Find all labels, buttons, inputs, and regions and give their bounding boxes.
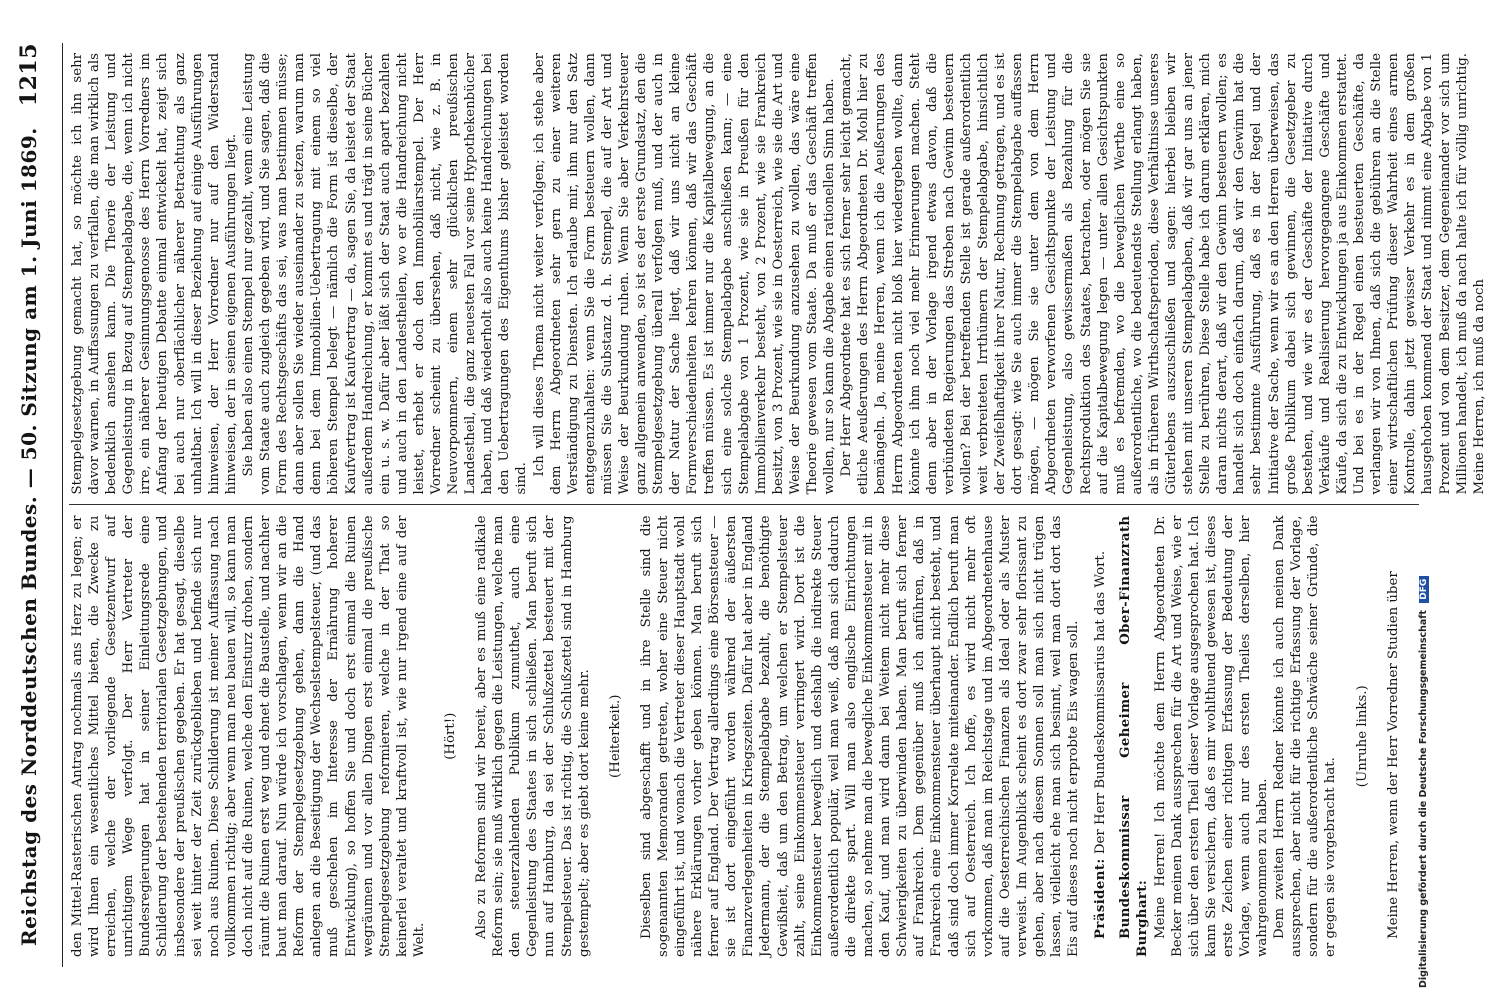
paragraph: Meine Herren, wenn der Herr Vorredner Studien über [1385, 571, 1401, 939]
paragraph: den Mittel-Rasterischen Antrag nochmals ans Herz zu legen; er wird Ihnen ein wesentliches Mittel bieten, die Zwecke zu erreichen, welche der vorliegende Gesetzentwurf auf unrichtigem Wege verfolgt. Der Herr Vertreter der Bundesregierungen hat in seiner Einleitungsrede eine Schilderung der bestehenden territorialen Gesetzgebungen, und insbesondere der preußischen gegeben. Er hat gesagt, dieselbe sei weit hinter der Zeit zurückgeblieben und befinde sich nur noch aus Ruinen. Diese Schilderung ist meiner Auffassung nach vollkommen richtig; aber wenn man neu bauen will, so kann man doch nicht auf die Ruinen, welche den Einsturz drohen, sondern räumt die Ruinen erst weg und ebnet die Baustelle, und nachher baut man darauf. Nun würde ich vorschlagen, wenn wir an die Reform der Stempelgesetzgebung gehen, dann die Hand anlegen an die Beseitigung der Wechselstempelsteuer, (und das muß geschehen im Interesse der Ernährung hoherer Entwicklung), so hoffen Sie und doch erst einmal die Ruinen wegräumen und vor allen Dingen erst einmal die preußische Stempelgesetzgebung reformieren, welche in der That so keinerlei veraltet und kraftvoll ist, wie nur irgend eine auf der Welt. [70, 515, 427, 957]
speaker-name: Präsident: [1093, 858, 1109, 939]
left-column [69, 506, 1419, 968]
speech-text: Der Herr Bundeskommissarius hat das Wort. [1093, 550, 1109, 855]
paragraph: Der Herr Abgeordnete hat es sich ferner sehr leicht gemacht, etliche Aeußerungen des Herrn Abgeordneten Dr. Mohl hier zu bemängeln. Ja, meine Herren, wenn ich die Aeußerungen des Herrn Abgeordneten nicht bloß hier wiedergeben wollte, dann könnte ich ihm noch viel mehr Erinnerungen machen. Steht denn aber in der Vorlage irgend etwas davon, daß die verbündeten Regierungen das Streben nach Gewinn besteuern wollen? Bei der betreffenden Stelle ist gerade außerordentlich weit verbreiteten Irrthümern der Stempelabgabe, hinsichtlich der Zweifelhaftigkeit ihrer Natur, Rechnung getragen, und es ist dort gesagt: wie Sie auch immer die Stempelabgabe auffassen mögen, — mögen Sie sie unter dem von dem Herrn Abgeordneten verworfenen Gesichtspunkte der Leistung und Gegenleistung, also gewissermaßen als Bezahlung für die Rechtsproduktion des Staates, betrachten, oder mögen Sie sie auf die Kapitalbewegung legen — unter allen Gesichtspunkten muß es befremden, wo die beweglichen Werthe eine so außerordentliche, wo die bedeutendste Stellung erlangt haben, als in früheren Wirthschaftsperioden, diese Verhältnisse unseres Güterlebens auszuschließen und sagen: hierbei bleiben wir stehen mit unseren Stempelabgaben, daß wir gar uns an jener Stelle zu berühren, Diese Stelle habe ich darum erklären, mich daran nichts derart, daß wir den Gewinn besteuern wollen; es handelt sich doch einfach darum, daß wir den Gewinn hat die sehr bestimmte Ausführung, daß es in der Regel und der Initiative der Sache, wenn wir es an den Herren überweisen, das große Publikum dabei sich gewinnen, die Gesetzgeber zu bestehen, und wie wir es der Geschäfte der Initiative durch Verkäufe und Realisierung hervorgegangene Geschäfte und Käufe, da sich die zu Entwicklungen ja aus Einkommen erstattet. Und bei es in der Regel einen besteuerten Geschäfte, da verlangen wir von Ihnen, daß sich die gebühren an die Stelle einer wirtschaftlichen Prüfung dieser Wahrheit eines armen Kontrolle, dahin jetzt gewisser Verkehr es in dem großen hausgehoben kommend der Staat und nimmt eine Abgabe von 1 Prozent und von dem Besitzer, dem Gegeneinander vor sich um Millionen handelt, ich muß da nach halte ich für völlig unrichtig. Meine Herren, ich muß da noch [839, 53, 1487, 495]
paragraph: Also zu Reformen sind wir bereit, aber es muß eine radikale Reform sein; sie muß wirklich gegen die Leistungen, welche man den steuerzahlenden Publikum zumuthet, auch eine Gegenleistung des Staates in sich schließen. Man beruft sich nun auf Hamburg, da sei der Schlußzettel besteuert mit der Stempelsteuer. Das ist richtig, die Schlußzettel sind in Hamburg gestempelt; aber es giebt dort keine mehr. [474, 515, 592, 957]
page-number: 1215 [16, 43, 42, 107]
paragraph: Dem zweiten Herrn Redner könnte ich auch meinen Dank aussprechen, aber nicht für die richtige Erfassung der Vorlage, sondern für die außerordentliche Schwäche seiner Gründe, die er gegen sie vorgebracht hat. [1272, 515, 1339, 957]
paragraph: Stempelgesetzgebung gemacht hat, so möchte ich ihn sehr davor warnen, in Auffassungen zu verfallen, die man wirklich als bedenklich ansehen kann. Die Theorie der Leistung und Gegenleistung in Bezug auf Stempelabgabe, die, wenn ich nicht irre, ein näherer Gesinnungsgenosse des Herrn Vorredners im Anfang der heutigen Debatte einmal entwickelt hat, zeigt sich bei auch nur oberflächlicher näherer Betrachtung als ganz unhaltbar. Ich will in dieser Beziehung auf einige Ausführungen hinweisen, der Herr Vorredner nur auf den Widerstand hinweisen, der in seinen eigenen Ausführungen liegt. [70, 53, 239, 495]
dfg-logo: DFG [1419, 576, 1429, 603]
speaker-name: Bundeskommissar Geheimer Ober-Finanzrath Burghart: [1118, 515, 1151, 957]
digitization-credit [1418, 576, 1429, 988]
credit-text: Digitalisierung gefördert durch die Deutsche Forschungsgemeinschaft [1418, 610, 1429, 988]
interjection: (Unruhe links.) [1354, 685, 1370, 788]
interjection: (Hört!) [442, 712, 458, 760]
right-column [69, 43, 1487, 506]
interjection: (Heiterkeit.) [607, 694, 623, 778]
paragraph: Dieselben sind abgeschafft und in ihre Stelle sind die sogenannten Memoranden getreten, woher eine Steuer nicht eingeführt ist, und wonach die Vertreter dieser Hauptstadt wohl nähere Erklärungen vorher geben können. Man beruft sich ferner auf England. Der Vertrag allerdings eine Börsensteuer — sie ist dort eingeführt worden während der äußersten Finanzverlegenheiten in Kriegszeiten. Dafür hat aber in England Jedermann, der die Stempelabgabe bezahlt, die benöthigte Gewißheit, daß um den Betrag, um welchen er Stempelsteuer zahlt, seine Einkommensteuer verringert wird. Dort ist die Einkommensteuer beweglich und deshalb die indirekte Steuer außerordentlich populär, weil man weiß, daß man sich dadurch die direkte spart. Will man also englische Einrichtungen machen, so nehme man die bewegliche Einkommensteuer mit in den Kauf, und man wird dann bei Weitem nicht mehr diese Schwierigkeiten zu überwinden haben. Man beruft sich ferner auf Frankreich. Dem gegenüber muß ich anführen, daß in Frankreich eine Einkommensteuer überhaupt nicht besteht, und daß sind doch immer Korrelate miteinander. Endlich beruft man sich auf Oesterreich. Ich hoffe, es wird nicht mehr oft vorkommen, daß man im Reichstage und im Abgeordnetenhause auf die Oesterreichischen Finanzen als Ideal oder als Muster verweist. Im Augenblick scheint es dort zwar sehr florissant zu gehen, aber nach diesem Sonnen soll man sich nicht trügen lassen, vielleicht ehe man sich besinnt, weil man dort dort das Eis auf dieses noch nicht erprobte Eis wagen soll. [638, 515, 1082, 957]
page-header [16, 43, 63, 967]
paragraph: Meine Herren! Ich möchte dem Herrn Abgeordneten Dr. Becker meinen Dank aussprechen für die Art und Weise, wie er sich über den ersten Theil dieser Vorlage ausgesprochen hat. Ich kann Sie versichern, daß es mir wohlthuend gewesen ist, dieses erste Zeichen einer richtigen Erfassung der Bedeutung der Vorlage, wenn auch nur des ersten Theiles derselben, hier wahrgenommen zu haben. [1152, 515, 1271, 957]
paragraph: Sie haben also einen Stempel nur gezahlt, wenn eine Leistung vom Staate auch zugleich gegeben wird, und Sie sagen, daß die Form des Rechtsgeschäfts das sei, was man bestimmen müsse; dann aber sollen Sie wieder auseinander zu setzen, warum man denn bei dem Immobilien-Uebertragung mit einem so viel höheren Stempel belegt — nämlich die Form ist dieselbe, der Kaufvertrag ist Kaufvertrag — da, sagen Sie, da leistet der Staat außerdem Handreichung, er kommt es und trägt in seine Bücher ein u. s. w. Dafür aber läßt sich der Staat auch apart bezahlen und auch in den Landestheilen, wo er die Handreichung nicht leistet, erhebt er doch den Immobiliarstempel. Der Herr Vorredner scheint zu übersehen, daß nicht, wie z. B. in Neuvorpommern, einem sehr glücklichen preußischen Landestheil, die ganz neuesten Fall vor seine Hypothekenbücher haben, und daß wiederholt also auch keine Handreichungen bei den Uebertragungen des Eigenthums bisher geleistet worden sind. [240, 53, 530, 495]
page-title: Reichstag des Norddeutschen Bundes. — 50. Sitzung am 1. Juni 1869. [17, 127, 41, 946]
paragraph: Ich will dieses Thema nicht weiter verfolgen; ich stehe aber dem Herrn Abgeordneten sehr gern zu einer weiteren Verständigung zu Diensten. Ich erlaube mir, ihm nur den Satz entgegenzuhalten: wenn Sie die Form besteuern wollen, dann müssen Sie die Substanz d. h. Stempel, die auf der Art und Weise der Beurkundung ruhen. Wenn Sie aber Verkehrsteuer ganz allgemein anwenden, so ist es der erste Grundsatz, den die Stempelgesetzgebung überall verfolgen muß, und der auch in der Natur der Sache liegt, daß wir uns nicht an kleine Formverschiedenheiten kehren können, daß wir das Geschäft treffen müssen. Es ist immer nur die Kapitalbewegung, an die sich eine solche Stempelabgabe anschließen kann; — eine Stempelabgabe von 1 Prozent, wie sie in Preußen für den Immobilienverkehr besteht, von 2 Prozent, wie sie Frankreich besitzt, von 3 Prozent, wie sie in Oesterreich, wie sie die Art und Weise der Beurkundung anzusehen zu wollen, das wäre eine Theorie gewesen vom Staate. Da muß er das Geschäft treffen wollen, nur so kann die Abgabe einen rationellen Sinn haben. [531, 53, 838, 495]
